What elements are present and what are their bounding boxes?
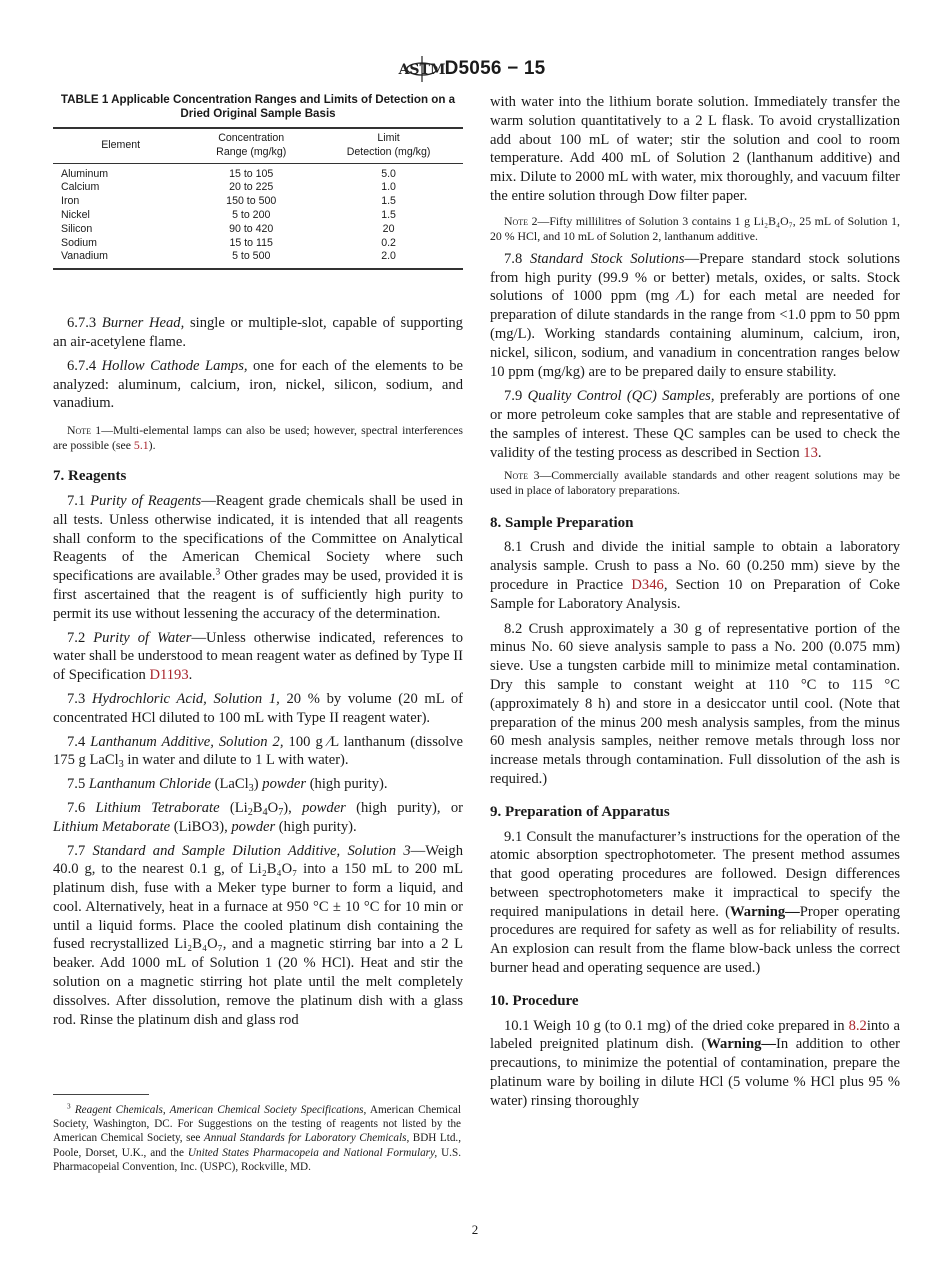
- section-9-heading: 9. Preparation of Apparatus: [490, 803, 670, 820]
- paragraph-8-2: 8.2 Crush approximately a 30 g of representative portion of the minus No. 60 sieve analysis sample to pass a No. 200 (0.075 mm) sieve. Use a tungsten carbide mill to minimize metal contamination. Dry this sample to constant weight at 110 °C to 115 °C (approximately 8 h) and store in a desiccator until cool. (Note that preparation of the minus 200 mesh analysis samples, from the minus 60 mesh analysis samples, neither remove metals through loss nor increase metals through contamination. Full dissolution of the ash is required.): [490, 620, 900, 787]
- paragraph-7-6: 7.6 Lithium Tetraborate $(Li_2B_4O_7)$, powder (high purity), or Lithium Metaborate (LiBO3), powder (high purity).: [53, 799, 463, 835]
- table-row: Silicon 90 to 420 20: [61, 222, 395, 235]
- paragraph-7-2: 7.2 Purity of Water—Unless otherwise indicated, references to water shall be understood to mean reagent water as defined by Type II of Specification D1193.: [53, 629, 463, 684]
- paragraph-7-5: 7.5 Lanthanum Chloride (LaCl$_3$) powder (high purity).: [67, 776, 388, 795]
- col-header-element: Element: [101, 138, 141, 151]
- table-row: Nickel 5 to 200 1.5: [61, 208, 396, 221]
- paragraph-7-7-continued: with water into the lithium borate solution. Immediately transfer the warm solution quantitatively to a 2 L flask. To avoid crystallization add about 100 mL of water; stir the solution and cool to room temperature. Add 400 mL of Solution 2 (lanthanum additive) and mix. Dilute to 2000 mL with water, mix thoroughly, and vacuum filter the entire solution through Dow filter paper.: [490, 94, 900, 204]
- table-1-title: TABLE 1 Applicable Concentration Ranges and Limits of Detection on a Dried Original Sample Basis: [60, 93, 456, 120]
- link-section-5-1[interactable]: 5.1: [133, 438, 149, 453]
- table-row: Sodium 15 to 115 0.2: [61, 236, 396, 249]
- table-row: Aluminum 15 to 105 5.0: [61, 167, 396, 180]
- col-header-concentration: Concentration Range (mg/kg): [216, 132, 287, 158]
- paragraph-6-7-4: 6.7.4 Hollow Cathode Lamps, one for each of the elements to be analyzed: aluminum, calcium, iron, nickel, silicon, sodium, and vanadium.: [53, 357, 463, 412]
- paragraph-7-8: 7.8 Standard Stock Solutions—Prepare standard stock solutions from high purity (99.9 % or better) metals, oxides, or salts. Stock solutions of 1000 ppm (mg ⁄L) for each metal are needed for preparation of dilute standards in the range from <1.0 ppm to 50 ppm (mg/L). Working standards containing aluminum, calcium, iron, nickel, silicon, sodium, and vanadium in concentration ranges below 10 ppm (mg/kg) are to be prepared daily to ensure stability.: [490, 250, 901, 380]
- left-column: [53, 93, 463, 1034]
- note-1: Note 1—Multi-elemental lamps can also be used; however, spectral interferences are possible (see 5.1).: [53, 423, 463, 453]
- page-header: [0, 55, 950, 88]
- link-section-13[interactable]: 13: [803, 444, 818, 461]
- note-3: Note 3—Commercially available standards and other reagent solutions may be used in place of laboratory preparations.: [490, 467, 900, 497]
- paragraph-7-1: 7.1 Purity of Reagents—Reagent grade chemicals shall be used in all tests. Unless otherwise indicated, it is intended that all reagents shall conform to the specifications of the Committee on Analytical Reagents of the American Chemical Society where such specifications are available.$^3$ Other grades may be used, provided it is first ascertained that the reagent is of sufficiently high purity to permit its use without lessening the accuracy of the determination.: [53, 492, 463, 622]
- paragraph-7-4: 7.4 Lanthanum Additive, Solution 2, 100 g ⁄L lanthanum (dissolve 175 g LaCl$_3$ in water and dilute to 1 L with water).: [53, 733, 463, 771]
- col-header-limit: Limit Detection (mg/kg): [346, 132, 431, 158]
- paragraph-6-7-3: 6.7.3 Burner Head, single or multiple-slot, capable of supporting an air-acetylene flame.: [53, 315, 463, 350]
- paragraph-7-3: 7.3 Hydrochloric Acid, Solution 1, 20 % by volume (20 mL of concentrated HCl diluted to 100 mL with Type II reagent water).: [53, 690, 463, 726]
- table-row: Iron 150 to 500 1.5: [61, 195, 396, 208]
- paragraph-8-1: 8.1 Crush and divide the initial sample to obtain a laboratory analysis sample. Crush to pass a No. 60 (0.250 mm) sieve by the procedure in Practice D346, Section 10 on Preparation of Coke Sample for Laboratory Analysis.: [490, 539, 901, 612]
- link-d1193[interactable]: D1193: [149, 667, 189, 684]
- section-10-heading: 10. Procedure: [490, 992, 579, 1009]
- table-row: Calcium 20 to 225 1.0: [61, 181, 396, 194]
- paragraph-9-1: 9.1 Consult the manufacturer’s instructions for the operation of the atomic absorption spectrophotometer. The present method assumes that good operating procedures are followed. Design differences between spectrophotometers make it impractical to specify the required manipulations in detail here. (Warning—Proper operating procedures are required for safety as well as for reliability of results. An explosion can result from the flame blow-back unless the correct burner head and operating sequence are used.): [490, 828, 901, 977]
- paragraph-7-9: 7.9 Quality Control (QC) Samples, preferably are portions of one or more petroleum coke samples that are stable and representative of the samples of interest. These QC samples can be used to check the validity of the testing process as described in Section 13.: [490, 388, 901, 461]
- astm-logo-icon: [398, 55, 446, 83]
- footnote-divider: [53, 1094, 149, 1095]
- document-id: D5056 − 15: [444, 58, 546, 79]
- svg-text:ASTM: ASTM: [398, 62, 446, 78]
- footnote-3: $^3$ Reagent Chemicals, American Chemical Society Specifications, American Chemical Society, Washington, DC. For Suggestions on the testing of reagents not listed by the American Chemical Society, see Annual Standards for Laboratory Chemicals, BDH Ltd., Poole, Dorset, U.K., and the United States Pharmacopeia and National Formulary, U.S. Pharmacopeial Convention, Inc. (USPC), Rockville, MD.: [53, 1102, 462, 1173]
- section-7-heading: 7. Reagents: [53, 468, 127, 485]
- link-d346[interactable]: D346: [631, 576, 664, 593]
- note-2: Note 2—Fifty millilitres of Solution 3 contains 1 g Li₂B₄O₇, 25 mL of Solution 1, 20 % HCl, and 10 mL of Solution 2, lanthanum additive.: [490, 213, 900, 243]
- paragraph-7-7: 7.7 Standard and Sample Dilution Additive, Solution 3—Weigh 40.0 g, to the nearest 0.1 g, of Li₂B₄O₇ into a 150 mL to 200 mL platinum dish, fuse with a Meker type burner to form a liquid, and cool. Alternatively, heat in a furnace at 950 °C ± 10 °C for 10 min or until a liquid forms. Place the cooled platinum dish containing the fused recrystallized Li₂B₄O₇, and a magnetic stirring bar into a 2 L beaker. Add 1000 mL of Solution 1 (20 % HCl). Heat and stir the solution on a magnetic stirring hot plate until the melt completely dissolves. After dissolution, remove the platinum dish with a glass rod. Rinse the platinum dish and glass rod: [53, 842, 463, 1028]
- footnote-ref-3[interactable]: 3: [215, 567, 221, 578]
- section-8-heading: 8. Sample Preparation: [490, 514, 634, 531]
- table-header-row: [53, 128, 463, 163]
- table-1: [53, 127, 463, 270]
- paragraph-10-1: 10.1 Weigh 10 g (to 0.1 mg) of the dried coke prepared in 8.2into a labeled preignited platinum dish. (Warning—In addition to other precautions, to minimize the potential of contamination, prepare the platinum ware by boiling in dilute HCl (5 volume % HCl plus 95 % water) rinsing thoroughly: [490, 1017, 900, 1109]
- table-row: Vanadium 5 to 500 2.0: [61, 250, 396, 263]
- link-section-8-2[interactable]: 8.2: [848, 1017, 867, 1034]
- right-column: [490, 93, 900, 1116]
- page-number: 2: [471, 1222, 479, 1237]
